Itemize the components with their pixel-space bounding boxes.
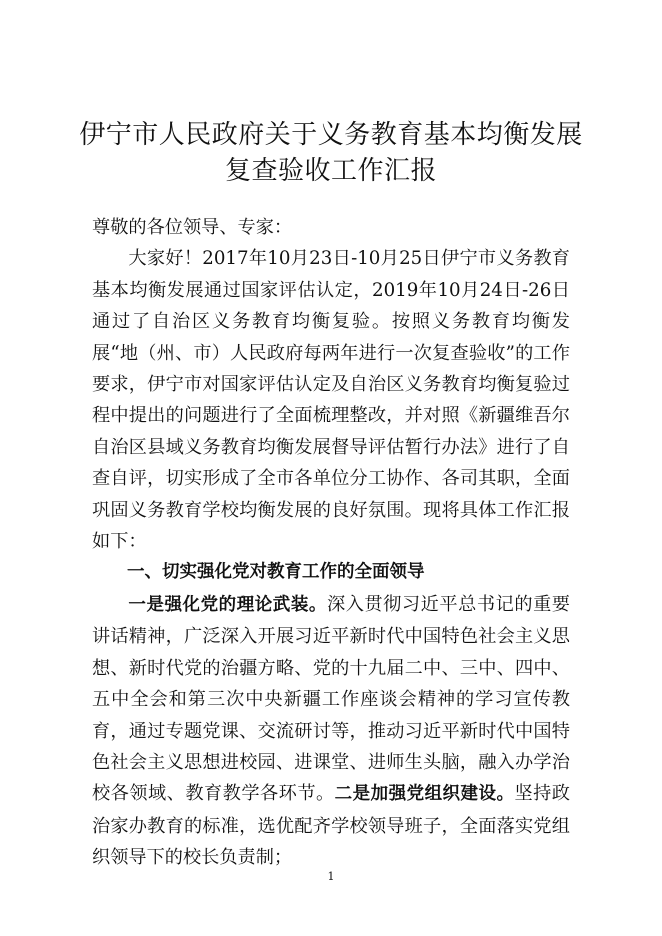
salutation: 尊敬的各位领导、专家： bbox=[92, 217, 293, 238]
para1-lead: 一是强化党的理论武装。 bbox=[128, 594, 327, 615]
para2-text: 坚持政治家办教育的标准，选优配齐学校领导班子，全面落实党组织领导下的校长负责制； bbox=[92, 783, 570, 869]
intro-paragraph: 大家好！2017年10月23日-10月25日伊宁市义务教育基本均衡发展通过国家评估认定，2019年10月24日-26日通过了自治区义务教育均衡复验。按照义务教育均衡发展“地（州、市）人民政府每两年进行一次复查验收”的工作要求，伊宁市对国家评估认定及自治区义务教育均衡复验过程中提出的问题进行了全面梳理整改，并对照《新疆维吾尔自治区县域义务教育均衡发展督导评估暂行办法》进行了自查自评，切实形成了全市各单位分工协作、各司其职，全面巩固义务教育学校均衡发展的良好氛围。现将具体工作汇报如下： bbox=[92, 248, 570, 553]
document-title-line-1: 伊宁市人民政府关于义务教育基本均衡发展 bbox=[79, 120, 583, 150]
para1-text: 深入贯彻习近平总书记的重要讲话精神，广泛深入开展习近平新时代中国特色社会主义思想、新时代党的治疆方略、党的十九届二中、三中、四中、五中全会和第三次中央新疆工作座谈会精神的学习宣传教育，通过专题党课、交流研讨等，推动习近平新时代中国特色社会主义思想进校园、进课堂、进师生头脑，融入办学治校各领域、教育教学各环节。 bbox=[92, 593, 570, 805]
document-body bbox=[92, 212, 570, 874]
page-number: 1 bbox=[327, 870, 335, 883]
document-title-line-2: 复查验收工作汇报 bbox=[224, 156, 437, 186]
para2-lead: 二是加强党组织建设。 bbox=[334, 784, 515, 805]
section-heading-1: 一、切实强化党对教育工作的全面领导 bbox=[127, 562, 425, 583]
paragraph-party-leadership bbox=[92, 589, 570, 874]
